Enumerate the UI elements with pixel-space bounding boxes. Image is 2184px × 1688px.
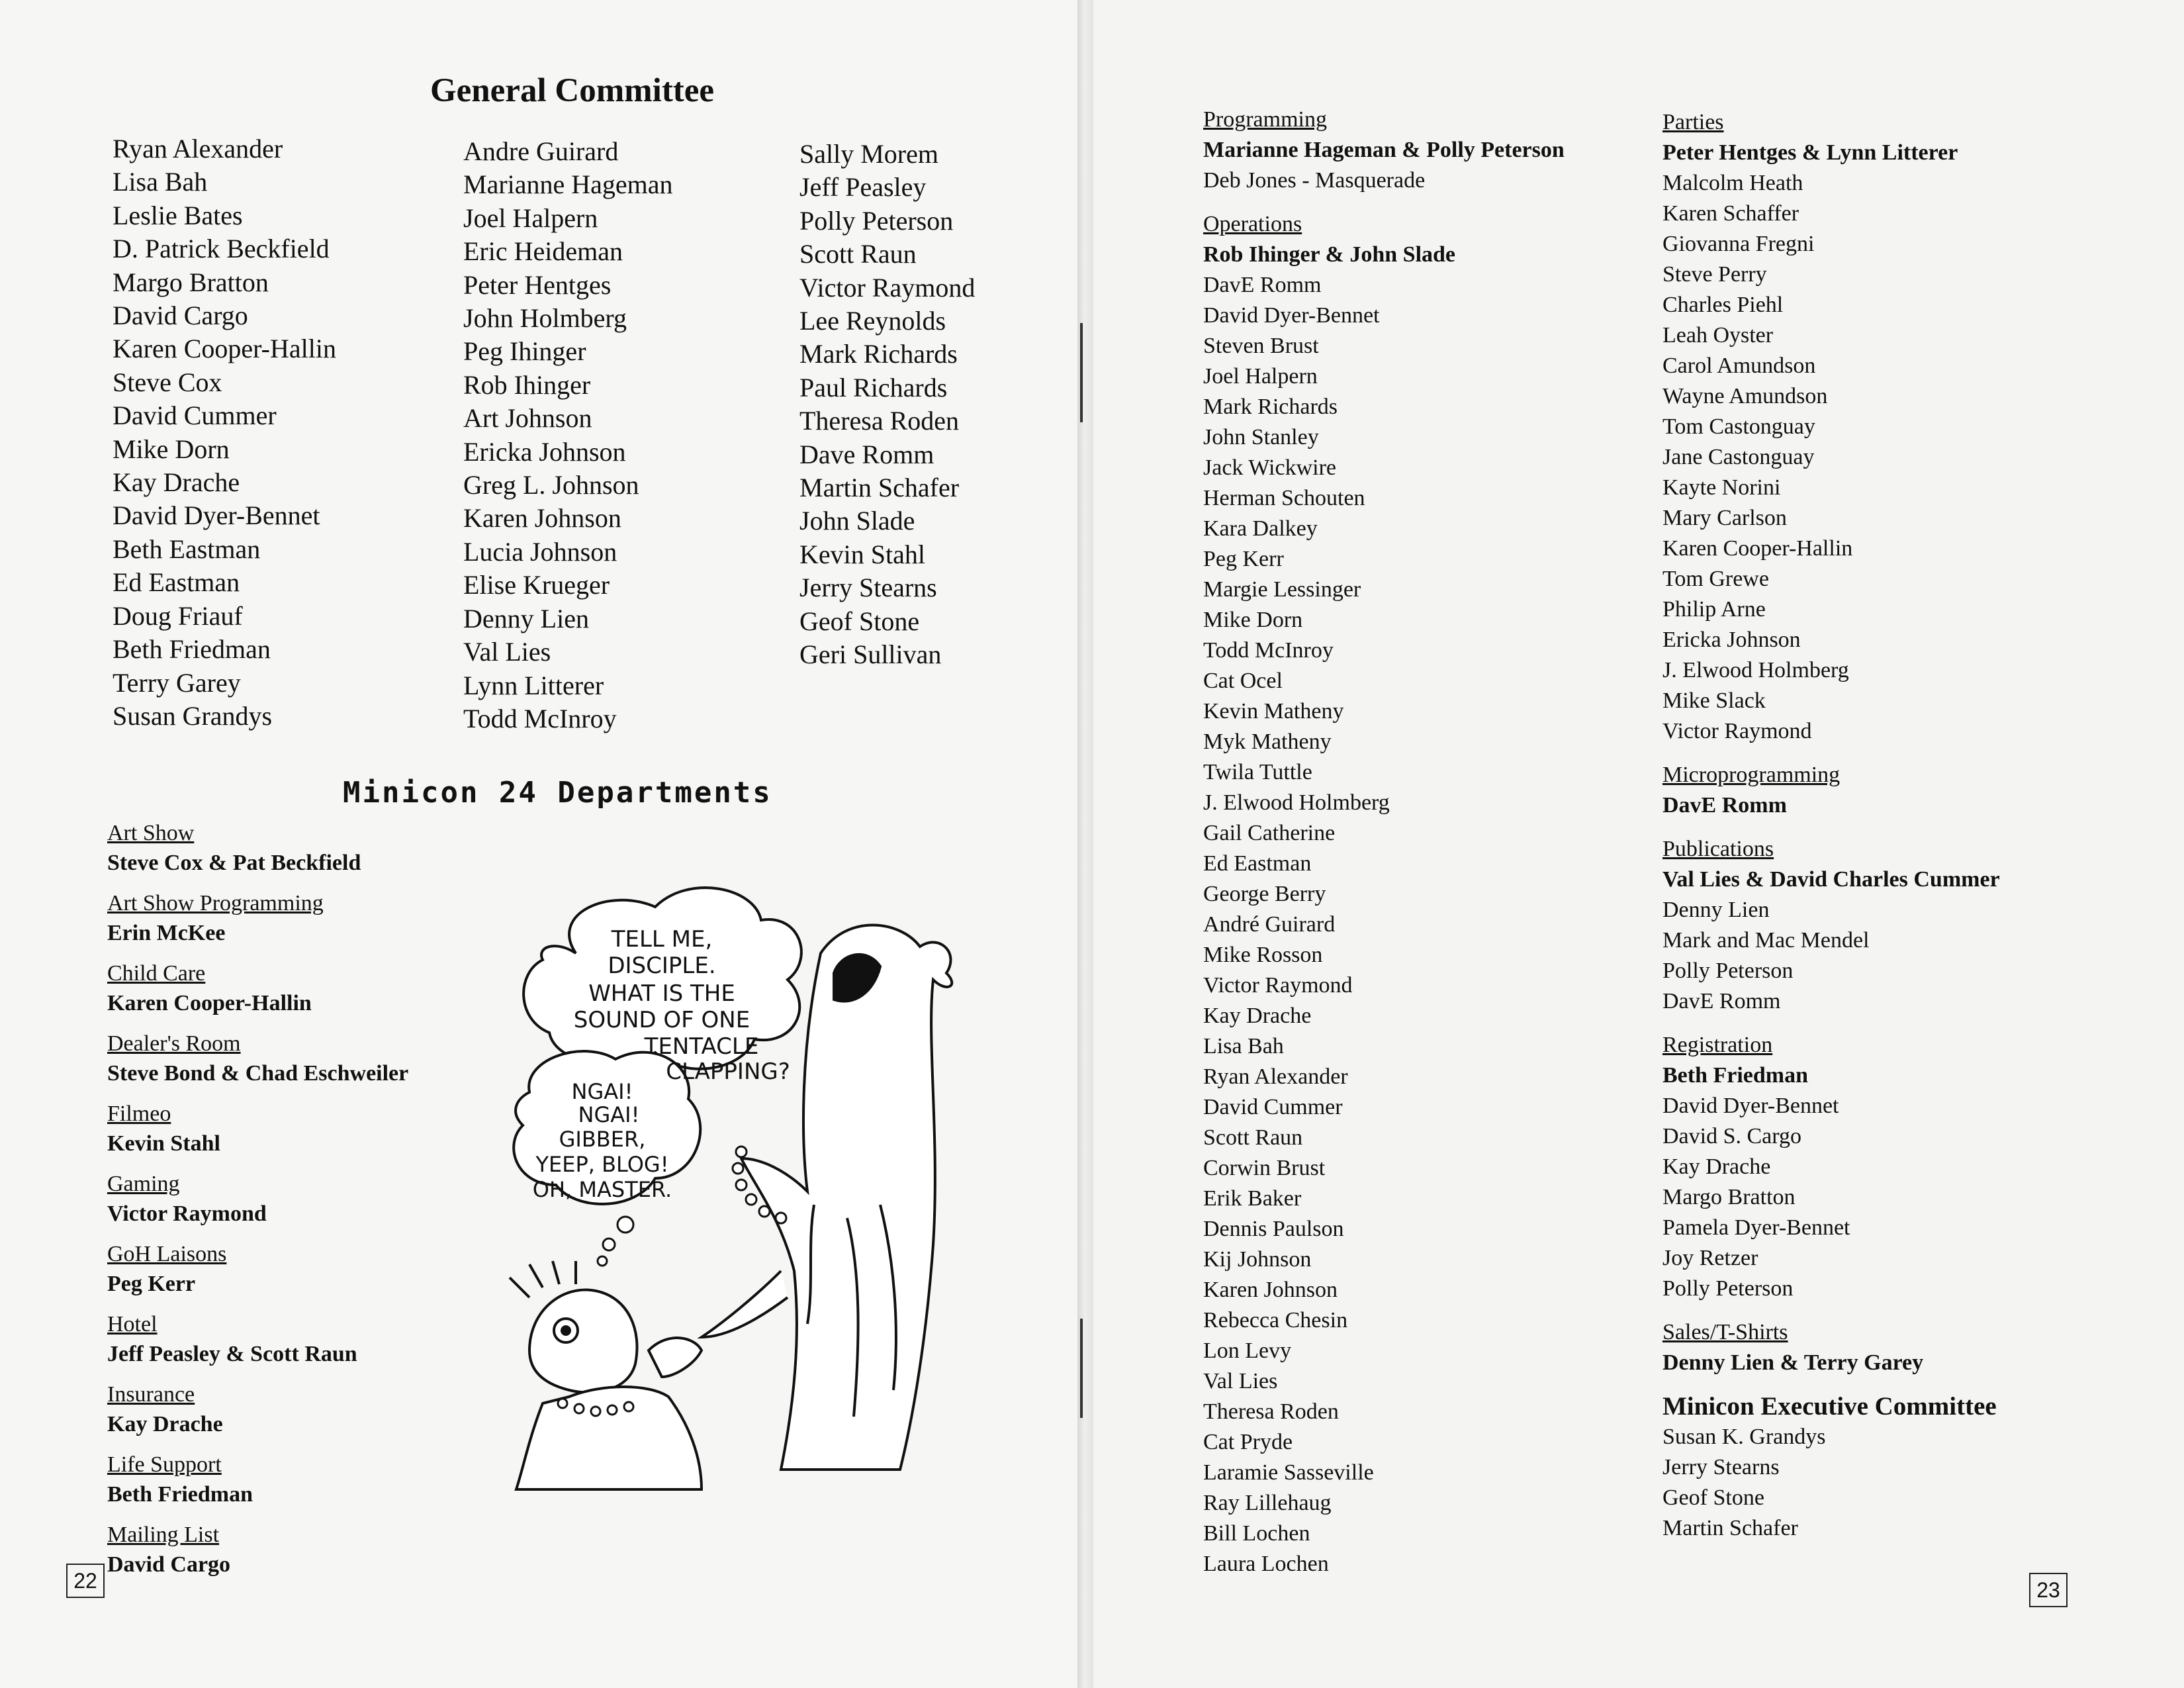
department-heading: Microprogramming [1662,763,1841,787]
department-member: DavE Romm [1203,273,1322,297]
department-member: Charles Piehl [1662,293,1784,317]
department-heading: Art Show Programming [107,891,324,915]
department-member: Val Lies [1203,1369,1278,1393]
fish-headed-disciple-figure [510,1261,702,1489]
gutter-mark [1080,1319,1083,1418]
general-committee-column-2 [463,135,673,735]
right-column-1 [1203,105,1565,1579]
member-name: Jerry Stearns [799,573,937,603]
department-lead: Steve Bond & Chad Eschweiler [107,1061,409,1086]
department-heading: Parties [1662,110,1724,134]
member-name: Steve Cox [113,367,222,397]
department-member: John Stanley [1203,425,1319,449]
department-member: Peg Kerr [1203,547,1284,571]
department-member: Kay Drache [1662,1154,1771,1179]
general-committee-title: General Committee [430,72,715,109]
department-member: Kara Dalkey [1203,516,1318,541]
department-member: Carol Amundson [1662,353,1816,378]
department-member: Kay Drache [1203,1004,1312,1028]
department-heading: Filmeo [107,1102,171,1126]
member-name: Rob Ihinger [463,369,591,400]
member-name: Ericka Johnson [463,436,626,467]
member-name: Theresa Roden [799,406,960,436]
member-name: Scott Raun [799,239,917,269]
department-lead: Val Lies & David Charles Cummer [1662,867,2000,892]
member-name: David Cargo [113,301,248,331]
member-name: Geri Sullivan [799,639,942,670]
master-line: DISCIPLE. [608,953,716,979]
department-member: Wayne Amundson [1662,384,1828,408]
department-member: Mike Rosson [1203,943,1323,967]
member-name: Beth Eastman [113,534,261,564]
member-name: Peter Hentges [463,269,612,300]
member-name: Marianne Hageman [463,169,673,200]
department-lead: Victor Raymond [107,1201,267,1226]
member-name: Karen Cooper-Hallin [113,334,336,364]
department-heading: Programming [1203,107,1327,132]
department-heading: Sales/T-Shirts [1662,1320,1788,1344]
member-name: David Dyer-Bennet [113,500,320,531]
master-line: WHAT IS THE [588,980,735,1007]
department-member: Joy Retzer [1662,1246,1758,1270]
department-member: Philip Arne [1662,597,1766,622]
department-member: Margie Lessinger [1203,577,1361,602]
department-member: Gail Catherine [1203,821,1336,845]
department-member: DavE Romm [1662,989,1781,1013]
gutter-mark [1080,323,1083,422]
department-member: Jane Castonguay [1662,445,1815,469]
department-lead: Denny Lien & Terry Garey [1662,1350,1924,1375]
department-member: Victor Raymond [1662,719,1812,743]
member-name: Jeff Peasley [799,172,927,203]
disciple-line: NGAI! [571,1079,633,1104]
department-heading: Life Support [107,1452,222,1477]
department-lead: Marianne Hageman & Polly Peterson [1203,138,1565,162]
page-number-right: 23 [2029,1573,2068,1607]
member-name: Victor Raymond [799,272,976,303]
department-member: J. Elwood Holmberg [1203,790,1390,815]
department-member: Pamela Dyer-Bennet [1662,1215,1850,1240]
master-line: SOUND OF ONE [573,1007,751,1033]
department-member: Laramie Sasseville [1203,1460,1374,1485]
member-name: Lucia Johnson [463,536,617,567]
department-member: Polly Peterson [1662,959,1794,983]
department-lead: Kevin Stahl [107,1131,220,1156]
member-name: Lisa Bah [113,167,208,197]
member-name: Lee Reynolds [799,306,946,336]
member-name: Susan Grandys [113,700,273,731]
member-name: Polly Peterson [799,205,954,236]
department-member: Karen Johnson [1203,1278,1338,1302]
department-lead: Beth Friedman [1662,1063,1809,1088]
member-name: Leslie Bates [113,200,243,230]
member-name: Ed Eastman [113,567,240,598]
department-member: David S. Cargo [1662,1124,1801,1149]
department-member: Malcolm Heath [1662,171,1803,195]
department-heading: Dealer's Room [107,1031,241,1056]
department-member: Dennis Paulson [1203,1217,1344,1241]
department-member: Steve Perry [1662,262,1767,287]
department-member: Cat Ocel [1203,669,1283,693]
member-name: Kevin Stahl [799,539,925,569]
department-lead: Steve Cox & Pat Beckfield [107,851,361,875]
department-member: Todd McInroy [1203,638,1334,663]
department-member: Kij Johnson [1203,1247,1312,1272]
department-member: Ed Eastman [1203,851,1312,876]
department-member: David Dyer-Bennet [1662,1094,1839,1118]
department-heading: Mailing List [107,1523,220,1547]
department-member: Corwin Brust [1203,1156,1326,1180]
department-member: Kevin Matheny [1203,699,1344,724]
member-name: D. Patrick Beckfield [113,234,330,264]
department-lead: Rob Ihinger & John Slade [1203,242,1456,267]
member-name: Mark Richards [799,339,958,369]
disciple-line: YEEP, BLOG! [535,1152,669,1177]
member-name: Kay Drache [113,467,240,498]
member-name: Peg Ihinger [463,336,586,367]
member-name: John Holmberg [463,303,627,334]
department-member: Lon Levy [1203,1338,1292,1363]
right-column-2 [1662,107,2000,1544]
department-member: Joel Halpern [1203,364,1318,389]
department-heading: Child Care [107,961,206,986]
disciple-line: NGAI! [578,1102,640,1127]
disciple-line: OH, MASTER. [532,1177,672,1202]
department-member: Deb Jones - Masquerade [1203,168,1426,193]
master-line: TENTACLE [644,1033,759,1060]
member-name: Margo Bratton [113,267,269,297]
department-member: Tom Grewe [1662,567,1769,591]
member-name: Todd McInroy [463,703,617,733]
department-member: Erik Baker [1203,1186,1302,1211]
executive-member: Susan K. Grandys [1662,1425,1826,1449]
department-heading: Hotel [107,1312,158,1336]
department-member: Herman Schouten [1203,486,1365,510]
member-name: David Cummer [113,400,277,431]
department-member: Twila Tuttle [1203,760,1312,784]
department-member: Denny Lien [1662,898,1770,922]
department-member: Leah Oyster [1662,323,1774,348]
department-member: Laura Lochen [1203,1552,1329,1576]
department-member: Tom Castonguay [1662,414,1815,439]
department-heading: Insurance [107,1382,195,1407]
department-heading: Art Show [107,821,195,845]
department-heading: GoH Laisons [107,1242,227,1266]
general-committee-column-1 [113,132,336,733]
executive-committee-title: Minicon Executive Committee [1662,1392,1997,1421]
member-name: Sally Morem [799,139,938,169]
member-name: Art Johnson [463,403,592,434]
department-lead: Beth Friedman [107,1482,253,1507]
department-member: André Guirard [1203,912,1336,937]
department-member: Myk Matheny [1203,729,1332,754]
department-member: Mike Dorn [1203,608,1303,632]
member-name: Andre Guirard [463,136,619,166]
department-heading: Operations [1203,212,1302,236]
department-member: Theresa Roden [1203,1399,1339,1424]
department-member: Mike Slack [1662,688,1766,713]
member-name: Elise Krueger [463,570,610,600]
member-name: Beth Friedman [113,634,271,665]
master-line: CLAPPING? [666,1058,790,1085]
member-name: Terry Garey [113,667,241,698]
department-member: Karen Cooper-Hallin [1662,536,1853,561]
member-name: Martin Schafer [799,473,960,503]
department-member: George Berry [1203,882,1326,906]
department-member: Giovanna Fregni [1662,232,1815,256]
department-member: Ericka Johnson [1662,628,1801,652]
executive-member: Geof Stone [1662,1485,1764,1510]
member-name: Eric Heideman [463,236,623,267]
department-member: Cat Pryde [1203,1430,1293,1454]
department-member: Kayte Norini [1662,475,1781,500]
department-member: Polly Peterson [1662,1276,1794,1301]
department-lead: Karen Cooper-Hallin [107,991,312,1015]
member-name: Doug Friauf [113,600,243,631]
cartoon-illustration [503,874,966,1496]
department-member: Jack Wickwire [1203,455,1336,480]
department-member: Lisa Bah [1203,1034,1284,1058]
member-name: Mike Dorn [113,434,230,464]
department-member: Mary Carlson [1662,506,1787,530]
departments-list [107,818,408,1579]
department-lead: Kay Drache [107,1412,223,1436]
member-name: Greg L. Johnson [463,470,639,500]
department-member: Rebecca Chesin [1203,1308,1348,1333]
department-member: Ray Lillehaug [1203,1491,1332,1515]
member-name: John Slade [799,506,915,536]
book-gutter [1077,0,1093,1688]
department-member: David Dyer-Bennet [1203,303,1380,328]
disciple-line: GIBBER, [559,1127,646,1152]
department-member: J. Elwood Holmberg [1662,658,1849,682]
member-name: Lynn Litterer [463,670,604,700]
department-member: David Cummer [1203,1095,1343,1119]
member-name: Joel Halpern [463,203,598,233]
executive-member: Jerry Stearns [1662,1455,1780,1479]
department-heading: Publications [1662,837,1774,861]
member-name: Dave Romm [799,439,934,469]
department-member: Victor Raymond [1203,973,1353,998]
member-name: Ryan Alexander [113,134,283,164]
department-lead: Peg Kerr [107,1272,196,1296]
department-heading: Gaming [107,1172,180,1196]
department-lead: Erin McKee [107,921,226,945]
department-member: Scott Raun [1203,1125,1303,1150]
page-number-left: 22 [66,1564,105,1598]
departments-title: Minicon 24 Departments [343,776,772,810]
department-member: Mark Richards [1203,395,1338,419]
department-member: Mark and Mac Mendel [1662,928,1870,953]
department-member: Karen Schaffer [1662,201,1799,226]
department-lead: Peter Hentges & Lynn Litterer [1662,140,1958,165]
executive-member: Martin Schafer [1662,1516,1798,1540]
member-name: Val Lies [463,637,551,667]
member-name: Geof Stone [799,606,920,636]
general-committee-column-3 [799,138,975,672]
department-heading: Registration [1662,1033,1773,1057]
member-name: Paul Richards [799,372,948,402]
department-lead: David Cargo [107,1552,231,1577]
department-member: Bill Lochen [1203,1521,1310,1546]
master-line: TELL ME, [611,926,713,953]
department-member: Steven Brust [1203,334,1319,358]
department-lead: Jeff Peasley & Scott Raun [107,1342,357,1366]
department-lead: DavE Romm [1662,793,1787,818]
member-name: Denny Lien [463,603,589,633]
department-member: Ryan Alexander [1203,1064,1348,1089]
department-member: Margo Bratton [1662,1185,1796,1209]
member-name: Karen Johnson [463,503,621,534]
